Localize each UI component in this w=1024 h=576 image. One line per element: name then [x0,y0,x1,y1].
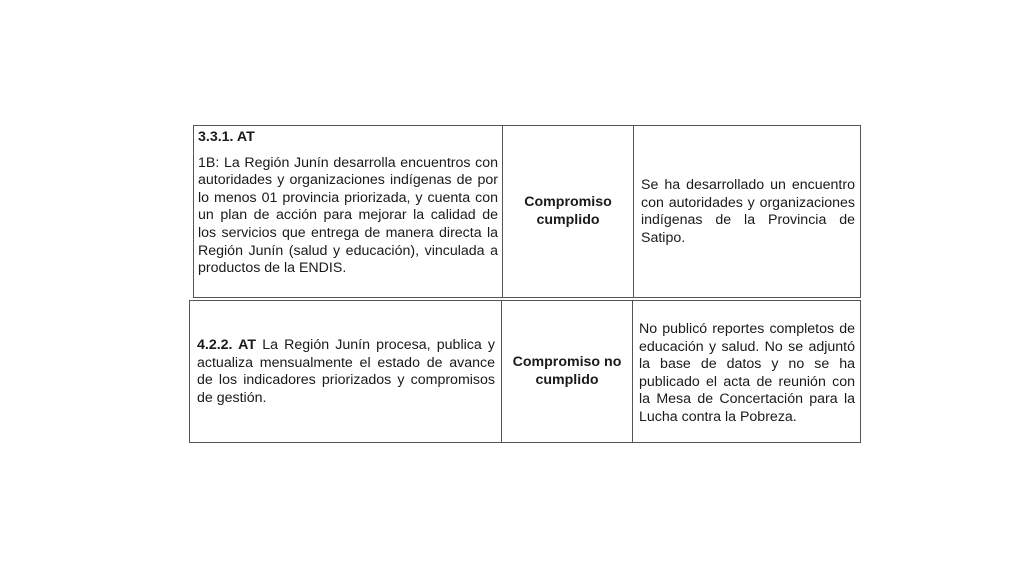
observation-cell [634,126,860,297]
commitment-code: 3.3.1. AT [198,129,255,145]
commitment-cell [194,126,503,297]
status-text-line2: cumplido [536,211,600,228]
commitment-description: 1B: La Región Junín desarrolla encuentros con autoridades y organizaciones indígenas de por lo menos 01 provincia priorizada, y cuenta con un plan de acción para mejorar la calidad de los servicios que entrega de manera directa la Región Junín (salud y educación), vinculada a productos de la ENDIS. [198,154,498,277]
status-text-line2: cumplido [535,371,599,388]
status-cell [503,126,634,297]
commitment-table-row-1 [193,125,861,298]
commitment-cell [190,301,502,442]
commitment-table-row-2 [189,300,861,443]
observation-text: No publicó reportes completos de educación y salud. No se adjuntó la base de datos y no se ha publicado el acta de reunión con la Mesa de Concertación para la Lucha contra la Pobreza. [639,321,855,425]
observation-cell [633,301,860,442]
commitment-description: La Región Junín procesa, publica y actualiza mensualmente el estado de avance de los indicadores priorizados y compromisos de gestión. [197,337,495,406]
commitment-text [197,337,495,407]
status-cell [502,301,633,442]
observation-text: Se ha desarrollado un encuentro con autoridades y organizaciones indígenas de la Provincia de Satipo. [641,177,855,246]
commitment-code: 4.2.2. AT [197,337,257,353]
status-text-line1: Compromiso no [512,353,622,370]
status-text-line1: Compromiso [524,193,612,210]
